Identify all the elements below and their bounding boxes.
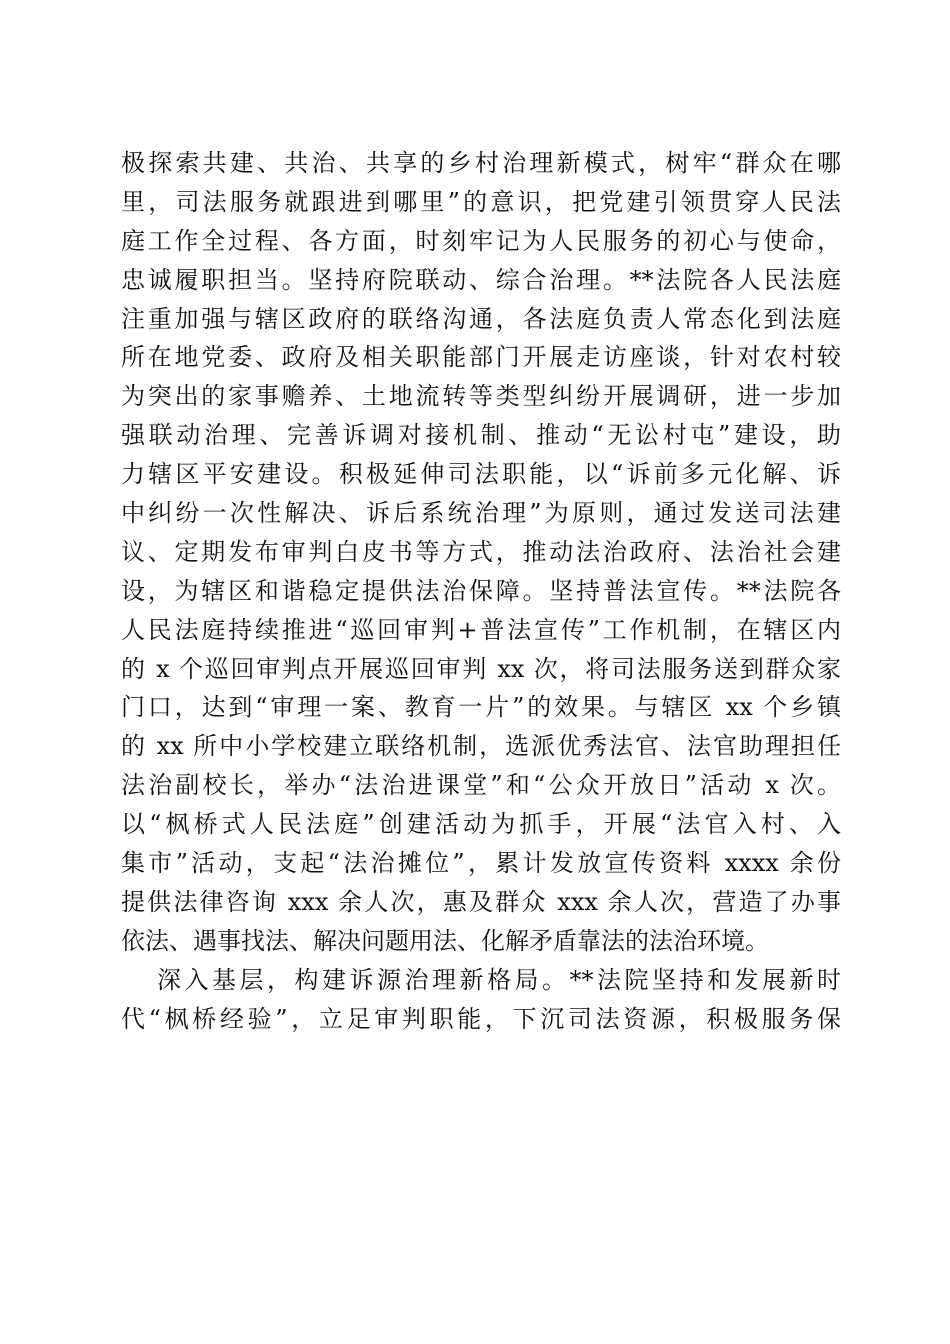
paragraph-line: 深入基层，构建诉源治理新格局。**法院坚持和发展新时 [157,965,841,994]
paragraph-line: 的 x 个巡回审判点开展巡回审判 xx 次，将司法服务送到群众家 [121,654,841,683]
paragraph-line: 强联动治理、完善诉调对接机制、推动“无讼村屯”建设，助 [121,421,841,450]
paragraph-line: 忠诚履职担当。坚持府院联动、综合治理。**法院各人民法庭 [121,265,841,294]
paragraph-line: 集市”活动，支起“法治摊位”，累计发放宣传资料 xxxx 余份 [121,849,841,878]
paragraph-line: 门口，达到“审理一案、教育一片”的效果。与辖区 xx 个乡镇 [121,693,841,722]
paragraph-line: 力辖区平安建设。积极延伸司法职能，以“诉前多元化解、诉 [121,460,841,489]
paragraph-line: 代“枫桥经验”，立足审判职能，下沉司法资源，积极服务保 [121,1004,841,1033]
paragraph-line: 极探索共建、共治、共享的乡村治理新模式，树牢“群众在哪 [121,149,841,177]
document-body [121,144,841,1038]
paragraph-line: 里，司法服务就跟进到哪里”的意识，把党建引领贯穿人民法 [121,187,841,216]
paragraph-line: 所在地党委、政府及相关职能部门开展走访座谈，针对农村较 [121,343,841,372]
paragraph-line: 庭工作全过程、各方面，时刻牢记为人民服务的初心与使命， [121,226,841,255]
paragraph-line: 提供法律咨询 xxx 余人次，惠及群众 xxx 余人次，营造了办事 [121,887,841,916]
paragraph-line: 议、定期发布审判白皮书等方式，推动法治政府、法治社会建 [121,537,841,566]
paragraph-line: 的 xx 所中小学校建立联络机制，选派优秀法官、法官助理担任 [121,732,841,761]
paragraph-line: 依法、遇事找法、解决问题用法、化解矛盾靠法的法治环境。 [121,926,769,955]
paragraph-line: 人民法庭持续推进“巡回审判+普法宣传”工作机制，在辖区内 [121,615,841,644]
paragraph-line: 中纠纷一次性解决、诉后系统治理”为原则，通过发送司法建 [121,499,841,528]
paragraph-line: 法治副校长，举办“法治进课堂”和“公众开放日”活动 x 次。 [121,771,841,800]
paragraph-1 [121,144,841,961]
paragraph-line: 以“枫桥式人民法庭”创建活动为抓手，开展“法官入村、入 [121,810,841,839]
paragraph-2 [121,961,841,1039]
paragraph-line: 注重加强与辖区政府的联络沟通，各法庭负责人常态化到法庭 [121,304,841,333]
paragraph-line: 为突出的家事赡养、土地流转等类型纠纷开展调研，进一步加 [121,382,841,411]
paragraph-line: 设，为辖区和谐稳定提供法治保障。坚持普法宣传。**法院各 [121,576,841,605]
